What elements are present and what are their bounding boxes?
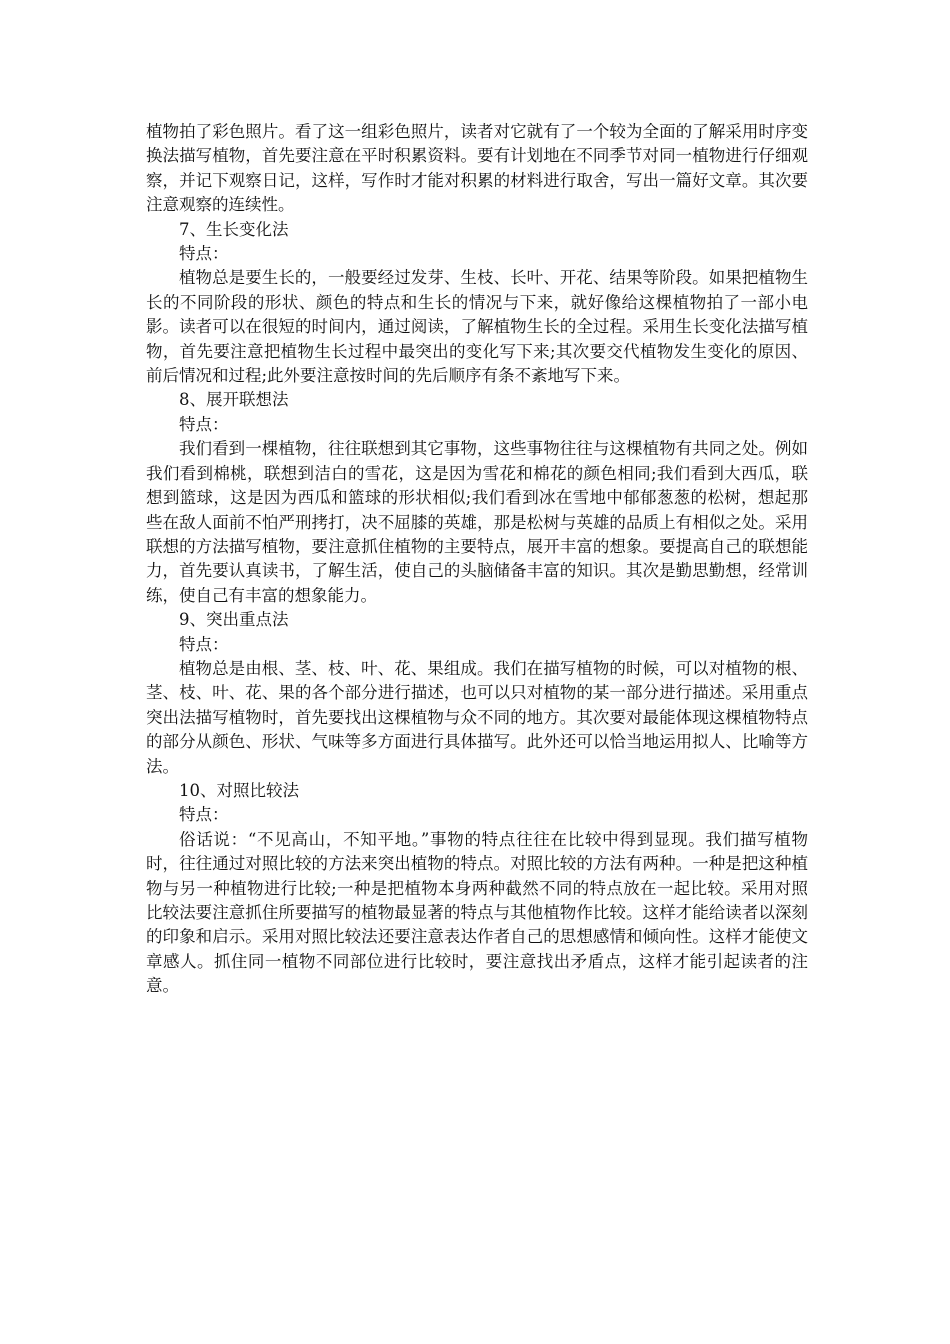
section-heading: 10、对照比较法 (179, 780, 299, 800)
opening-paragraph: 植物拍了彩色照片。看了这一组彩色照片，读者对它就有了一个较为全面的了解采用时序变换法描写植物，首先要注意在平时积累资料。要有计划地在不同季节对同一植物进行仔细观察，并记下观察日记，这样，写作时才能对积累的材料进行取舍，写出一篇好文章。其次要注意观察的连续性。 (146, 122, 808, 215)
document-body (146, 120, 808, 999)
section-label: 特点： (179, 244, 229, 264)
section-body: 植物总是由根、茎、枝、叶、花、果组成。我们在描写植物的时候，可以对植物的根、茎、枝、叶、花、果的各个部分进行描述，也可以只对植物的某一部分进行描述。采用重点突出法描写植物时，首先要找出这棵植物与众不同的地方。其次要对最能体现这棵植物特点的部分从颜色、形状、气味等多方面进行具体描写。此外还可以恰当地运用拟人、比喻等方法。 (146, 658, 808, 776)
section-body: 植物总是要生长的，一般要经过发芽、生枝、长叶、开花、结果等阶段。如果把植物生长的不同阶段的形状、颜色的特点和生长的情况与下来，就好像给这棵植物拍了一部小电影。读者可以在很短的时间内，通过阅读，了解植物生长的全过程。采用生长变化法描写植物，首先要注意把植物生长过程中最突出的变化写下来;其次要交代植物发生变化的原因、前后情况和过程;此外要注意按时间的先后顺序有条不紊地写下来。 (146, 268, 808, 386)
section-heading: 7、生长变化法 (179, 219, 289, 239)
section-heading: 9、突出重点法 (179, 610, 289, 630)
section-label: 特点： (179, 634, 229, 654)
section-label: 特点： (179, 414, 229, 434)
section-body: 我们看到一棵植物，往往联想到其它事物，这些事物往往与这棵植物有共同之处。例如我们看到棉桃，联想到洁白的雪花，这是因为雪花和棉花的颜色相同;我们看到大西瓜，联想到篮球，这是因为西瓜和篮球的形状相似;我们看到冰在雪地中郁郁葱葱的松树，想起那些在敌人面前不怕严刑拷打，决不屈膝的英雄，那是松树与英雄的品质上有相似之处。采用联想的方法描写植物，要注意抓住植物的主要特点，展开丰富的想象。要提高自己的联想能力，首先要认真读书，了解生活，使自己的头脑储备丰富的知识。其次是勤思勤想，经常训练，使自己有丰富的想象能力。 (146, 439, 808, 605)
section-heading: 8、展开联想法 (179, 390, 289, 410)
section-label: 特点： (179, 805, 229, 825)
section-body: 俗话说：“不见高山，不知平地。”事物的特点往往在比较中得到显现。我们描写植物时，往往通过对照比较的方法来突出植物的特点。对照比较的方法有两种。一种是把这种植物与另一种植物进行比较;一种是把植物本身两种截然不同的特点放在一起比较。采用对照比较法要注意抓住所要描写的植物最显著的特点与其他植物作比较。这样才能给读者以深刻的印象和启示。采用对照比较法还要注意表达作者自己的思想感情和倾向性。这样才能使文章感人。抓住同一植物不同部位进行比较时，要注意找出矛盾点，这样才能引起读者的注意。 (146, 829, 808, 996)
